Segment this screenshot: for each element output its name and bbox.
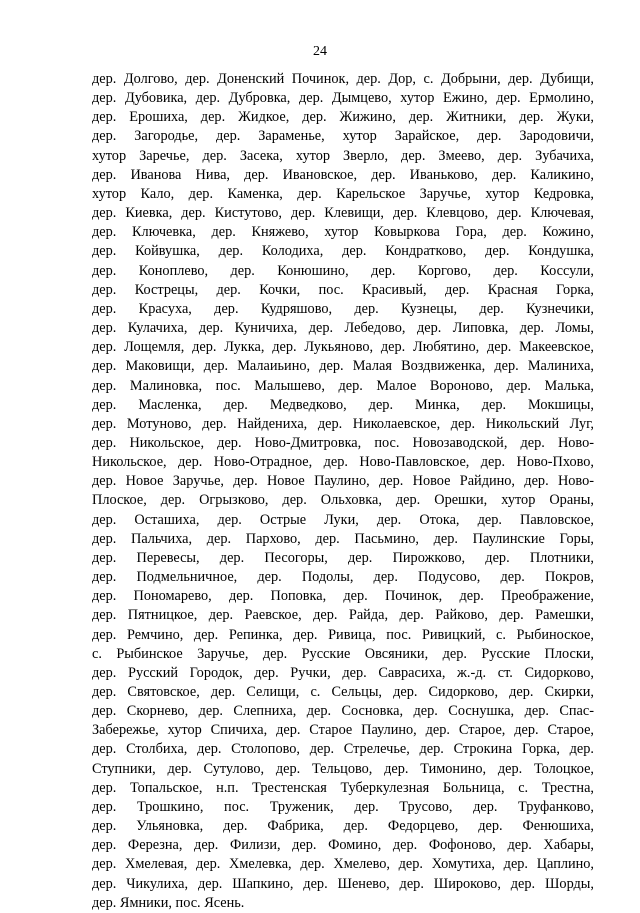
text-line: дер. Подмельничное, дер. Подолы, дер. Подусово, дер. Покров, [92, 569, 594, 586]
text-line: дер. Ерошиха, дер. Жидкое, дер. Жижино, дер. Житники, дер. Жуки, [92, 109, 594, 126]
text-line: дер. Ульяновка, дер. Фабрика, дер. Федорцево, дер. Фенюшиха, [92, 818, 594, 835]
text-line: дер. Перевесы, дер. Песогоры, дер. Пирожково, дер. Плотники, [92, 549, 594, 566]
text-line: Плоское, дер. Огрызково, дер. Ольховка, дер. Орешки, хутор Ораны, [92, 492, 594, 509]
text-line: дер. Трошкино, пос. Труженик, дер. Трусово, дер. Труфанково, [92, 798, 594, 815]
text-line: дер. Ключевка, дер. Княжево, хутор Ковыркова Гора, дер. Кожино, [92, 224, 594, 241]
text-line: дер. Новое Заручье, дер. Новое Паулино, дер. Новое Райдино, дер. Ново- [92, 473, 594, 490]
text-line: дер. Святовское, дер. Селищи, с. Сельцы, дер. Сидорково, дер. Скирки, [92, 684, 594, 700]
text-line: дер. Мотуново, дер. Найдениха, дер. Николаевское, дер. Никольский Луг, [92, 415, 594, 432]
text-line: дер. Чикулиха, дер. Шапкино, дер. Шенево, дер. Широково, дер. Шорды, [92, 875, 594, 892]
text-line: дер. Хмелевая, дер. Хмелевка, дер. Хмелево, дер. Хомутиха, дер. Цаплино, [92, 856, 594, 873]
text-line: дер. Скорнево, дер. Слепниха, дер. Сосновка, дер. Соснушка, дер. Спас- [92, 703, 594, 720]
text-line: дер. Койвушка, дер. Колодиха, дер. Кондратково, дер. Кондушка, [92, 243, 594, 260]
page-number: 24 [313, 44, 327, 59]
text-line: дер. Ямники, пос. Ясень. [92, 894, 245, 911]
text-line: дер. Кострецы, дер. Кочки, пос. Красивый, дер. Красная Горка, [92, 281, 594, 298]
text-line: дер. Масленка, дер. Медведково, дер. Минка, дер. Мокшицы, [92, 396, 594, 413]
text-line: дер. Пальчиха, дер. Пархово, дер. Пасьмино, дер. Паулинские Горы, [92, 530, 594, 547]
text-line: дер. Дубовика, дер. Дубровка, дер. Дымцево, хутор Ежино, дер. Ермолино, [92, 90, 594, 107]
text-line: хутор Кало, дер. Каменка, дер. Карельское Заручье, хутор Кедровка, [92, 185, 594, 202]
text-line: Никольское, дер. Ново-Отрадное, дер. Ново-Павловское, дер. Ново-Пхово, [92, 454, 594, 471]
text-line: дер. Кулачиха, дер. Куничиха, дер. Лебедово, дер. Липовка, дер. Ломы, [92, 320, 594, 337]
text-line: с. Рыбинское Заручье, дер. Русские Овсяники, дер. Русские Плоски, [92, 645, 594, 662]
text-line: дер. Малиновка, пос. Малышево, дер. Малое Вороново, дер. Малька, [92, 377, 594, 394]
text-line: дер. Киевка, дер. Кистутово, дер. Клевищи, дер. Клевцово, дер. Ключевая, [92, 205, 594, 222]
text-line: дер. Красуха, дер. Кудряшово, дер. Кузнецы, дер. Кузнечики, [92, 300, 594, 317]
text-line: дер. Загородье, дер. Зараменье, хутор Зарайское, дер. Зародовичи, [92, 128, 594, 145]
text-line: Забережье, хутор Спичиха, дер. Старое Паулино, дер. Старое, дер. Старое, [92, 722, 594, 739]
text-line: дер. Пономарево, дер. Поповка, дер. Починок, дер. Преображение, [92, 588, 594, 605]
text-line: дер. Иванова Нива, дер. Ивановское, дер. Иваньково, дер. Каликино, [92, 166, 594, 183]
text-line: хутор Заречье, дер. Засека, хутор Зверло, дер. Змеево, дер. Зубачиха, [92, 147, 594, 164]
text-line: дер. Маковищи, дер. Малаиьино, дер. Малая Воздвиженка, дер. Малиниха, [92, 358, 594, 375]
text-line: дер. Коноплево, дер. Конюшино, дер. Коргово, дер. Коссули, [92, 262, 594, 279]
text-line: Ступники, дер. Сутулово, дер. Тельцово, дер. Тимонино, дер. Толоцкое, [92, 760, 594, 777]
text-line: дер. Пятницкое, дер. Раевское, дер. Райда, дер. Райково, дер. Рамешки, [92, 607, 594, 624]
settlements-list-text [92, 70, 594, 913]
text-line: дер. Топальское, н.п. Трестенская Туберкулезная Больница, с. Трестна, [92, 779, 594, 796]
text-line: дер. Ферезна, дер. Филизи, дер. Фомино, дер. Фофоново, дер. Хабары, [92, 837, 594, 854]
text-line: дер. Никольское, дер. Ново-Дмитровка, пос. Новозаводской, дер. Ново- [92, 434, 594, 451]
text-line: дер. Осташиха, дер. Острые Луки, дер. Отока, дер. Павловское, [92, 511, 594, 528]
text-line: дер. Ремчино, дер. Репинка, дер. Ривица, пос. Ривицкий, с. Рыбиноское, [92, 626, 594, 643]
text-line: дер. Долгово, дер. Доненский Починок, дер. Дор, с. Добрыни, дер. Дубищи, [92, 71, 594, 87]
text-line: дер. Русский Городок, дер. Ручки, дер. Саврасиха, ж.-д. ст. Сидорково, [92, 664, 594, 681]
text-line: дер. Лощемля, дер. Лукка, дер. Лукьяново, дер. Любятино, дер. Макеевское, [92, 339, 594, 356]
text-line: дер. Столбиха, дер. Столопово, дер. Стрелечье, дер. Строкина Горка, дер. [92, 741, 594, 758]
